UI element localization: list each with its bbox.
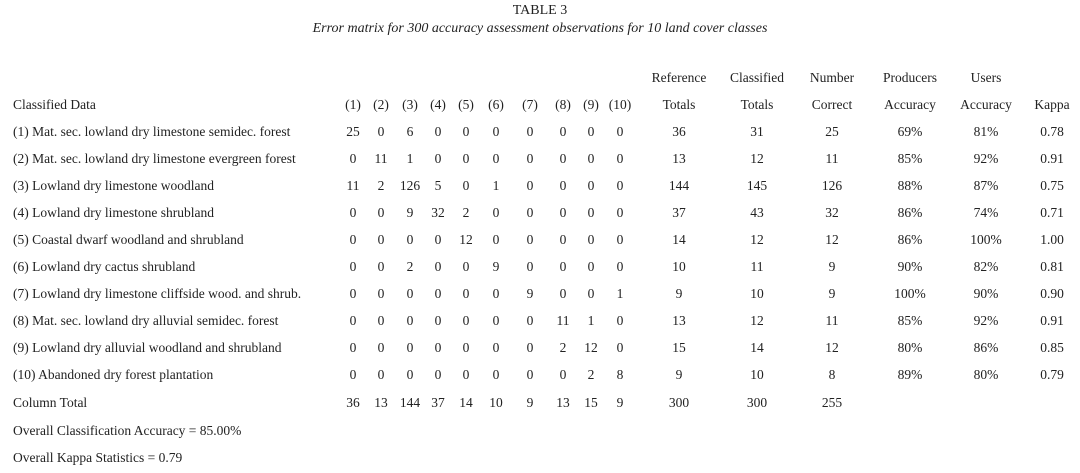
matrix-cell: 11 xyxy=(374,151,388,166)
row-label: (1) Mat. sec. lowland dry limestone semidec. forest xyxy=(13,124,291,139)
matrix-cell: 0 xyxy=(462,151,470,166)
row-classified-total: 43 xyxy=(750,205,764,220)
matrix-cell: 32 xyxy=(431,205,445,220)
row-producers-accuracy: 86% xyxy=(897,205,923,220)
matrix-cell: 0 xyxy=(462,313,470,328)
matrix-cell: 0 xyxy=(559,205,567,220)
row-label: (7) Lowland dry limestone cliffside wood. and shrub. xyxy=(13,286,302,301)
matrix-cell: 0 xyxy=(377,259,385,274)
row-number-correct: 11 xyxy=(825,151,839,166)
row-number-correct: 32 xyxy=(825,205,839,220)
matrix-cell: 0 xyxy=(349,313,357,328)
matrix-cell: 0 xyxy=(492,151,500,166)
header-class-number: (3) xyxy=(402,97,418,112)
matrix-cell: 0 xyxy=(616,259,624,274)
matrix-cell: 9 xyxy=(406,205,414,220)
row-reference-total: 144 xyxy=(668,178,690,193)
table-subtitle: Error matrix for 300 accuracy assessment observations for 10 land cover classes xyxy=(312,21,768,36)
row-reference-total: 37 xyxy=(672,205,686,220)
matrix-cell: 0 xyxy=(377,232,385,247)
matrix-cell: 6 xyxy=(406,124,414,139)
matrix-cell: 0 xyxy=(616,178,624,193)
row-users-accuracy: 90% xyxy=(973,286,999,301)
matrix-cell: 0 xyxy=(462,178,470,193)
header-class-number: (6) xyxy=(488,97,504,112)
header-class-number: (4) xyxy=(430,97,446,112)
row-reference-total: 14 xyxy=(672,232,686,247)
matrix-cell: 11 xyxy=(346,178,360,193)
row-number-correct: 25 xyxy=(825,124,839,139)
matrix-cell: 0 xyxy=(526,340,534,355)
matrix-cell: 0 xyxy=(492,286,500,301)
matrix-cell: 0 xyxy=(377,340,385,355)
matrix-cell: 9 xyxy=(526,286,534,301)
header-users-accuracy: Accuracy xyxy=(960,97,1012,112)
column-total-cell: 37 xyxy=(431,395,445,410)
matrix-cell: 0 xyxy=(434,313,442,328)
row-number-correct: 126 xyxy=(821,178,843,193)
table-title: TABLE 3 xyxy=(512,3,568,18)
row-number-correct: 8 xyxy=(828,367,836,382)
matrix-cell: 1 xyxy=(492,178,500,193)
matrix-cell: 0 xyxy=(406,286,414,301)
row-kappa: 0.71 xyxy=(1040,205,1064,220)
row-label: (2) Mat. sec. lowland dry limestone evergreen forest xyxy=(13,151,296,166)
matrix-cell: 5 xyxy=(434,178,442,193)
matrix-cell: 0 xyxy=(616,313,624,328)
row-classified-total: 12 xyxy=(750,151,764,166)
matrix-cell: 0 xyxy=(434,286,442,301)
header-class-number: (10) xyxy=(608,97,632,112)
matrix-cell: 0 xyxy=(526,313,534,328)
row-kappa: 0.85 xyxy=(1040,340,1064,355)
matrix-cell: 0 xyxy=(349,286,357,301)
matrix-cell: 0 xyxy=(492,313,500,328)
matrix-cell: 0 xyxy=(462,124,470,139)
header-kappa: Kappa xyxy=(1034,97,1070,112)
row-users-accuracy: 100% xyxy=(970,232,1002,247)
matrix-cell: 0 xyxy=(587,151,595,166)
matrix-cell: 2 xyxy=(377,178,385,193)
matrix-cell: 0 xyxy=(559,178,567,193)
column-total-classified: 300 xyxy=(746,395,768,410)
row-kappa: 0.91 xyxy=(1040,313,1064,328)
matrix-cell: 0 xyxy=(587,232,595,247)
row-kappa: 0.79 xyxy=(1040,367,1064,382)
matrix-cell: 0 xyxy=(434,124,442,139)
matrix-cell: 0 xyxy=(462,367,470,382)
matrix-cell: 1 xyxy=(587,313,595,328)
matrix-cell: 0 xyxy=(526,367,534,382)
matrix-cell: 0 xyxy=(526,259,534,274)
matrix-cell: 2 xyxy=(462,205,470,220)
header-number: Number xyxy=(809,70,855,85)
row-label: (5) Coastal dwarf woodland and shrubland xyxy=(13,232,244,247)
header-reference-totals: Totals xyxy=(662,97,696,112)
row-reference-total: 13 xyxy=(672,313,686,328)
matrix-cell: 0 xyxy=(587,286,595,301)
column-total-cell: 10 xyxy=(489,395,503,410)
matrix-cell: 1 xyxy=(406,151,414,166)
header-reference: Reference xyxy=(651,70,707,85)
matrix-cell: 0 xyxy=(587,259,595,274)
column-total-correct: 255 xyxy=(821,395,843,410)
row-reference-total: 36 xyxy=(672,124,686,139)
row-label: (4) Lowland dry limestone shrubland xyxy=(13,205,214,220)
matrix-cell: 0 xyxy=(492,232,500,247)
matrix-cell: 126 xyxy=(399,178,421,193)
column-total-cell: 36 xyxy=(346,395,360,410)
header-class-number: (5) xyxy=(458,97,474,112)
row-users-accuracy: 74% xyxy=(973,205,999,220)
matrix-cell: 0 xyxy=(406,340,414,355)
row-producers-accuracy: 86% xyxy=(897,232,923,247)
row-label: (10) Abandoned dry forest plantation xyxy=(13,367,214,382)
matrix-cell: 0 xyxy=(559,286,567,301)
matrix-cell: 0 xyxy=(434,367,442,382)
matrix-cell: 0 xyxy=(587,178,595,193)
matrix-cell: 0 xyxy=(587,124,595,139)
column-total-cell: 13 xyxy=(556,395,570,410)
column-total-cell: 15 xyxy=(584,395,598,410)
matrix-cell: 0 xyxy=(349,205,357,220)
matrix-cell: 0 xyxy=(434,340,442,355)
row-label: (8) Mat. sec. lowland dry alluvial semidec. forest xyxy=(13,313,279,328)
row-users-accuracy: 92% xyxy=(973,313,999,328)
matrix-cell: 0 xyxy=(462,286,470,301)
row-users-accuracy: 86% xyxy=(973,340,999,355)
matrix-cell: 0 xyxy=(526,178,534,193)
matrix-cell: 0 xyxy=(616,124,624,139)
matrix-cell: 0 xyxy=(492,367,500,382)
row-users-accuracy: 87% xyxy=(973,178,999,193)
matrix-cell: 0 xyxy=(559,259,567,274)
matrix-cell: 0 xyxy=(406,367,414,382)
matrix-cell: 0 xyxy=(377,124,385,139)
row-kappa: 0.91 xyxy=(1040,151,1064,166)
row-producers-accuracy: 80% xyxy=(897,340,923,355)
overall-accuracy: Overall Classification Accuracy = 85.00% xyxy=(13,423,242,438)
header-producers-accuracy: Accuracy xyxy=(884,97,936,112)
row-reference-total: 9 xyxy=(675,367,683,382)
column-total-cell: 13 xyxy=(374,395,388,410)
matrix-cell: 1 xyxy=(616,286,624,301)
matrix-cell: 0 xyxy=(434,259,442,274)
header-users: Users xyxy=(970,70,1002,85)
row-reference-total: 10 xyxy=(672,259,686,274)
header-class-number: (2) xyxy=(373,97,389,112)
matrix-cell: 11 xyxy=(556,313,570,328)
row-reference-total: 15 xyxy=(672,340,686,355)
row-users-accuracy: 80% xyxy=(973,367,999,382)
matrix-cell: 0 xyxy=(434,232,442,247)
row-classified-total: 31 xyxy=(750,124,764,139)
header-classified-data: Classified Data xyxy=(13,97,96,112)
row-label: (9) Lowland dry alluvial woodland and shrubland xyxy=(13,340,282,355)
matrix-cell: 0 xyxy=(349,151,357,166)
matrix-cell: 0 xyxy=(526,232,534,247)
matrix-cell: 2 xyxy=(587,367,595,382)
matrix-cell: 0 xyxy=(492,205,500,220)
matrix-cell: 0 xyxy=(616,232,624,247)
column-total-cell: 9 xyxy=(526,395,534,410)
header-classified-totals: Totals xyxy=(740,97,774,112)
row-producers-accuracy: 100% xyxy=(894,286,926,301)
row-number-correct: 9 xyxy=(828,259,836,274)
row-users-accuracy: 82% xyxy=(973,259,999,274)
row-kappa: 0.75 xyxy=(1040,178,1064,193)
matrix-cell: 0 xyxy=(462,259,470,274)
matrix-cell: 0 xyxy=(526,124,534,139)
matrix-cell: 0 xyxy=(349,340,357,355)
matrix-cell: 0 xyxy=(559,124,567,139)
row-users-accuracy: 81% xyxy=(973,124,999,139)
matrix-cell: 0 xyxy=(377,205,385,220)
row-classified-total: 14 xyxy=(750,340,764,355)
matrix-cell: 0 xyxy=(349,367,357,382)
row-reference-total: 9 xyxy=(675,286,683,301)
column-total-cell: 144 xyxy=(399,395,421,410)
matrix-cell: 0 xyxy=(526,151,534,166)
row-classified-total: 10 xyxy=(750,286,764,301)
matrix-cell: 8 xyxy=(616,367,624,382)
matrix-cell: 12 xyxy=(584,340,598,355)
row-kappa: 0.81 xyxy=(1040,259,1064,274)
matrix-cell: 2 xyxy=(406,259,414,274)
header-number-correct: Correct xyxy=(811,97,853,112)
header-class-number: (7) xyxy=(522,97,538,112)
matrix-cell: 0 xyxy=(587,205,595,220)
matrix-cell: 0 xyxy=(559,151,567,166)
overall-kappa: Overall Kappa Statistics = 0.79 xyxy=(13,450,183,465)
matrix-cell: 0 xyxy=(559,232,567,247)
matrix-cell: 0 xyxy=(377,367,385,382)
row-label: (3) Lowland dry limestone woodland xyxy=(13,178,214,193)
matrix-cell: 0 xyxy=(462,340,470,355)
matrix-cell: 0 xyxy=(377,286,385,301)
row-classified-total: 12 xyxy=(750,232,764,247)
column-total-reference: 300 xyxy=(668,395,690,410)
matrix-cell: 0 xyxy=(492,340,500,355)
column-total-cell: 14 xyxy=(459,395,473,410)
header-classified: Classified xyxy=(730,70,784,85)
row-producers-accuracy: 69% xyxy=(897,124,923,139)
row-producers-accuracy: 85% xyxy=(897,313,923,328)
row-label: (6) Lowland dry cactus shrubland xyxy=(13,259,196,274)
matrix-cell: 0 xyxy=(559,367,567,382)
matrix-cell: 0 xyxy=(349,232,357,247)
matrix-cell: 0 xyxy=(616,340,624,355)
row-number-correct: 12 xyxy=(825,340,839,355)
matrix-cell: 0 xyxy=(406,313,414,328)
row-number-correct: 11 xyxy=(825,313,839,328)
matrix-cell: 25 xyxy=(346,124,360,139)
row-kappa: 0.78 xyxy=(1040,124,1064,139)
row-producers-accuracy: 88% xyxy=(897,178,923,193)
row-classified-total: 145 xyxy=(746,178,768,193)
row-kappa: 0.90 xyxy=(1040,286,1064,301)
matrix-cell: 0 xyxy=(406,232,414,247)
row-reference-total: 13 xyxy=(672,151,686,166)
row-producers-accuracy: 85% xyxy=(897,151,923,166)
matrix-cell: 0 xyxy=(377,313,385,328)
row-producers-accuracy: 89% xyxy=(897,367,923,382)
row-classified-total: 10 xyxy=(750,367,764,382)
column-total-label: Column Total xyxy=(13,395,88,410)
matrix-cell: 0 xyxy=(526,205,534,220)
matrix-cell: 2 xyxy=(559,340,567,355)
header-class-number: (1) xyxy=(345,97,361,112)
row-kappa: 1.00 xyxy=(1040,232,1064,247)
header-class-number: (8) xyxy=(555,97,571,112)
row-number-correct: 12 xyxy=(825,232,839,247)
matrix-cell: 9 xyxy=(492,259,500,274)
row-users-accuracy: 92% xyxy=(973,151,999,166)
matrix-cell: 0 xyxy=(434,151,442,166)
matrix-cell: 0 xyxy=(616,151,624,166)
header-producers: Producers xyxy=(883,70,937,85)
matrix-cell: 0 xyxy=(616,205,624,220)
column-total-cell: 9 xyxy=(616,395,624,410)
row-producers-accuracy: 90% xyxy=(897,259,923,274)
row-classified-total: 11 xyxy=(750,259,764,274)
row-number-correct: 9 xyxy=(828,286,836,301)
header-class-number: (9) xyxy=(583,97,599,112)
matrix-cell: 0 xyxy=(349,259,357,274)
row-classified-total: 12 xyxy=(750,313,764,328)
matrix-cell: 0 xyxy=(492,124,500,139)
matrix-cell: 12 xyxy=(459,232,473,247)
